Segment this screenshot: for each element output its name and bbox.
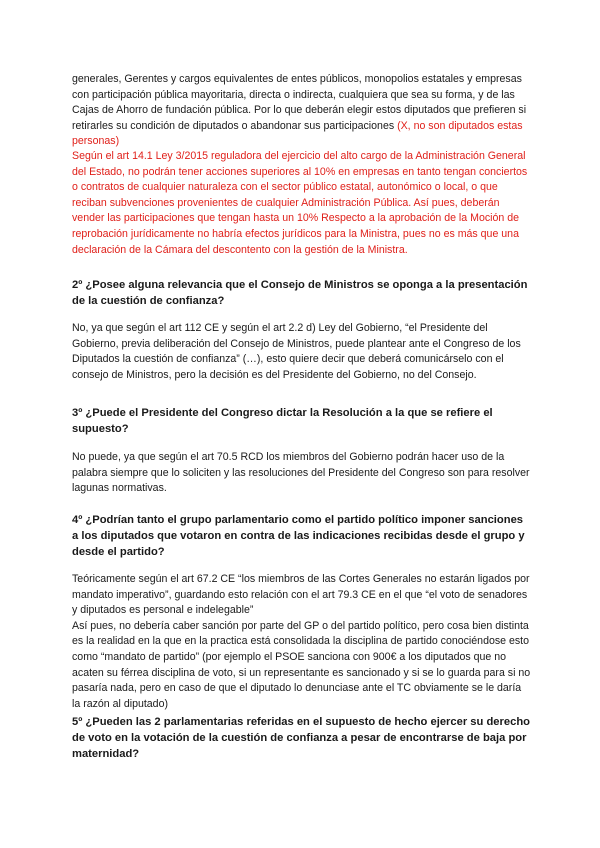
answer-3: No puede, ya que según el art 70.5 RCD los miembros del Gobierno podrán hacer uso de la palabra siempre que lo soliciten y las resoluciones del Presidente del Congreso son para resolver lagunas normativas.	[72, 451, 530, 495]
question-3-heading: 3º ¿Puede el Presidente del Congreso dictar la Resolución a la que se refiere el supuesto?	[72, 407, 493, 436]
question-5-heading: 5º ¿Pueden las 2 parlamentarias referidas en el supuesto de hecho ejercer su derecho de voto en la votación de la cuestión de confianza a pesar de encontrarse de baja por maternidad?	[72, 716, 530, 761]
answer-4-part-2: Así pues, no debería caber sanción por parte del GP o del partido político, pero cosa bien distinta es la realidad en la que en la practica está consolidada la disciplina de partido conociéndose esto como “mandato de partido” (por ejemplo el PSOE sanciona con 900€ a los diputados que no acaten su férrea disciplina de voto, si un representante es sancionado y si se lo guarda para si no pasaría nada, pero en caso de que el diputado lo denunciase ante el TC obviamente se le daría la razón al diputado)	[72, 619, 531, 710]
red-annotation: (X, no son diputados estas personas)	[72, 119, 523, 148]
answer-4-part-1: Teóricamente según el art 67.2 CE “los miembros de las Cortes Generales no estarán ligados por mandato imperativo”, guardando esto relación con el art 79.3 CE en el que “el voto de senadores y diputados es personal e indelegable”	[72, 573, 530, 617]
paragraph-text: generales, Gerentes y cargos equivalentes de entes públicos, monopolios estatales y empresas con participación pública mayoritaria, directa o indirecta, cualquiera que sea su forma, y de las Cajas de Ahorro de fundación pública. Por lo que deberán elegir estos diputados que prefieren si retirarles su condición de diputados o abandonar sus participaciones	[72, 73, 527, 132]
paragraph-text: Según el art 14.1 Ley 3/2015 reguladora del ejercicio del alto cargo de la Administración General del Estado, no podrán tener acciones superiores al 10% en empresas en tanto tengan conciertos o contratos de cualquier naturaleza con el sector público estatal, autonómico o local, o que reciban subvenciones provenientes de cualquier Administración Pública. Así pues, deberán vender las participaciones que tengan hasta un 10% Respecto a la aprobación de la Moción de reprobación jurídicamente no habría efectos jurídicos para la Ministra, pues no es más que una declaración de la Cámara del descontento con la gestión de la Ministra.	[72, 150, 528, 256]
answer-2: No, ya que según el art 112 CE y según el art 2.2 d) Ley del Gobierno, “el Presidente del Gobierno, previa deliberación del Consejo de Ministros, puede plantear ante el Congreso de los Diputados la cuestión de confianza” (…), esto quiere decir que deberá comunicárselo con el consejo de Ministros, pero la decisión es del Presidente del Gobierno, no del Consejo.	[72, 322, 521, 381]
answer-4	[72, 572, 532, 712]
question-2-heading: 2º ¿Posee alguna relevancia que el Consejo de Ministros se oponga a la presentación de la cuestión de confianza?	[72, 279, 528, 308]
paragraph-red-commentary	[72, 149, 532, 258]
paragraph-incompatibilities	[72, 72, 532, 150]
question-4-heading: 4º ¿Podrían tanto el grupo parlamentario como el partido político imponer sanciones a los diputados que votaron en contra de las indicaciones recibidas desde el grupo y desde el partido?	[72, 514, 525, 559]
